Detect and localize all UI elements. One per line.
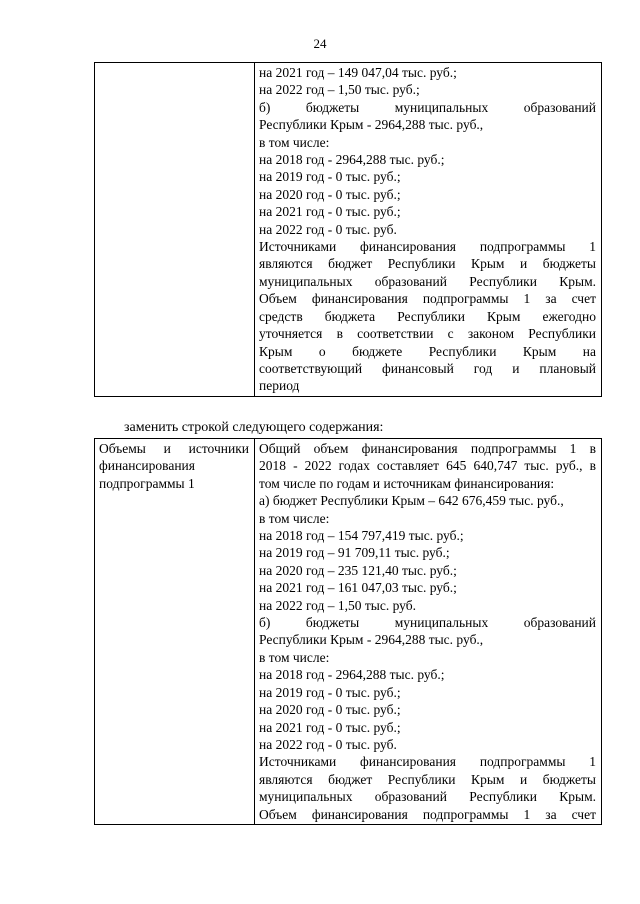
text-line: Объем финансирования подпрограммы 1 за счет: [259, 806, 596, 822]
text-line: в том числе:: [259, 649, 330, 665]
text-line: на 2020 год - 0 тыс. руб.;: [259, 186, 401, 202]
text-line: Объем финансирования подпрограммы 1 за счет: [259, 291, 596, 307]
text-line: Республики Крым - 2964,288 тыс. руб.,: [259, 632, 484, 648]
text-line: на 2018 год - 2964,288 тыс. руб.;: [259, 152, 445, 168]
table-row: [95, 63, 602, 397]
cell-lines: [259, 440, 596, 823]
text-line: на 2018 год - 2964,288 тыс. руб.;: [259, 667, 445, 683]
text-line: на 2019 год – 91 709,11 тыс. руб.;: [259, 545, 450, 561]
text-line: муниципальных образований Республики Крым.: [259, 789, 596, 805]
text-line: являются бюджет Республики Крым и бюджеты: [259, 771, 596, 787]
left-label-line-3: подпрограммы 1: [99, 475, 195, 491]
new-funding-table: [94, 438, 602, 825]
text-line: на 2022 год – 1,50 тыс. руб.: [259, 597, 416, 613]
previous-funding-table: [94, 62, 602, 397]
text-line: Общий объем финансирования подпрограммы 1 в: [259, 441, 596, 456]
table-cell-left: [95, 439, 255, 825]
text-line: средств бюджета Республики Крым ежегодно: [259, 308, 596, 324]
text-line: на 2020 год – 235 121,40 тыс. руб.;: [259, 562, 457, 578]
text-line: на 2021 год – 149 047,04 тыс. руб.;: [259, 65, 457, 80]
table-cell-right: [255, 63, 602, 397]
table-cell-left-empty: [95, 63, 255, 397]
text-line: на 2019 год - 0 тыс. руб.;: [259, 684, 401, 700]
table-row: [95, 439, 602, 825]
text-line: 2018 - 2022 годах составляет 645 640,747 тыс. руб., в: [259, 458, 596, 474]
text-line: на 2022 год – 1,50 тыс. руб.;: [259, 82, 420, 98]
text-line: на 2021 год - 0 тыс. руб.;: [259, 204, 401, 220]
text-line: период: [259, 378, 300, 394]
table-cell-right: [255, 439, 602, 825]
left-label-line-1: Объемы и источники: [99, 441, 249, 456]
text-line: Крым о бюджете Республики Крым на: [259, 343, 596, 359]
text-line: Источниками финансирования подпрограммы 1: [259, 754, 596, 770]
text-line: б) бюджеты муниципальных образований: [259, 99, 596, 115]
left-label-line-2: финансирования: [99, 458, 195, 474]
text-line: том числе по годам и источникам финансирования:: [259, 475, 555, 491]
text-line: муниципальных образований Республики Крым.: [259, 273, 596, 289]
text-line: Источниками финансирования подпрограммы 1: [259, 239, 596, 255]
text-line: на 2021 год - 0 тыс. руб.;: [259, 719, 401, 735]
text-line: на 2021 год – 161 047,03 тыс. руб.;: [259, 580, 457, 596]
text-line: на 2019 год - 0 тыс. руб.;: [259, 169, 401, 185]
text-line: а) бюджет Республики Крым – 642 676,459 тыс. руб.,: [259, 493, 564, 509]
text-line: являются бюджет Республики Крым и бюджеты: [259, 256, 596, 272]
text-line: в том числе:: [259, 134, 330, 150]
page-number: 24: [313, 36, 327, 51]
text-line: б) бюджеты муниципальных образований: [259, 615, 596, 631]
text-line: на 2022 год - 0 тыс. руб.: [259, 736, 397, 752]
text-line: Республики Крым - 2964,288 тыс. руб.,: [259, 117, 484, 133]
cell-lines: [259, 64, 596, 395]
text-line: уточняется в соответствии с законом Республики: [259, 326, 596, 342]
text-line: соответствующий финансовый год и плановый: [259, 360, 596, 376]
text-line: на 2020 год - 0 тыс. руб.;: [259, 702, 401, 718]
text-line: на 2018 год – 154 797,419 тыс. руб.;: [259, 528, 464, 544]
replace-instruction: заменить строкой следующего содержания:: [124, 420, 384, 435]
text-line: на 2022 год - 0 тыс. руб.: [259, 221, 397, 237]
text-line: в том числе:: [259, 510, 330, 526]
